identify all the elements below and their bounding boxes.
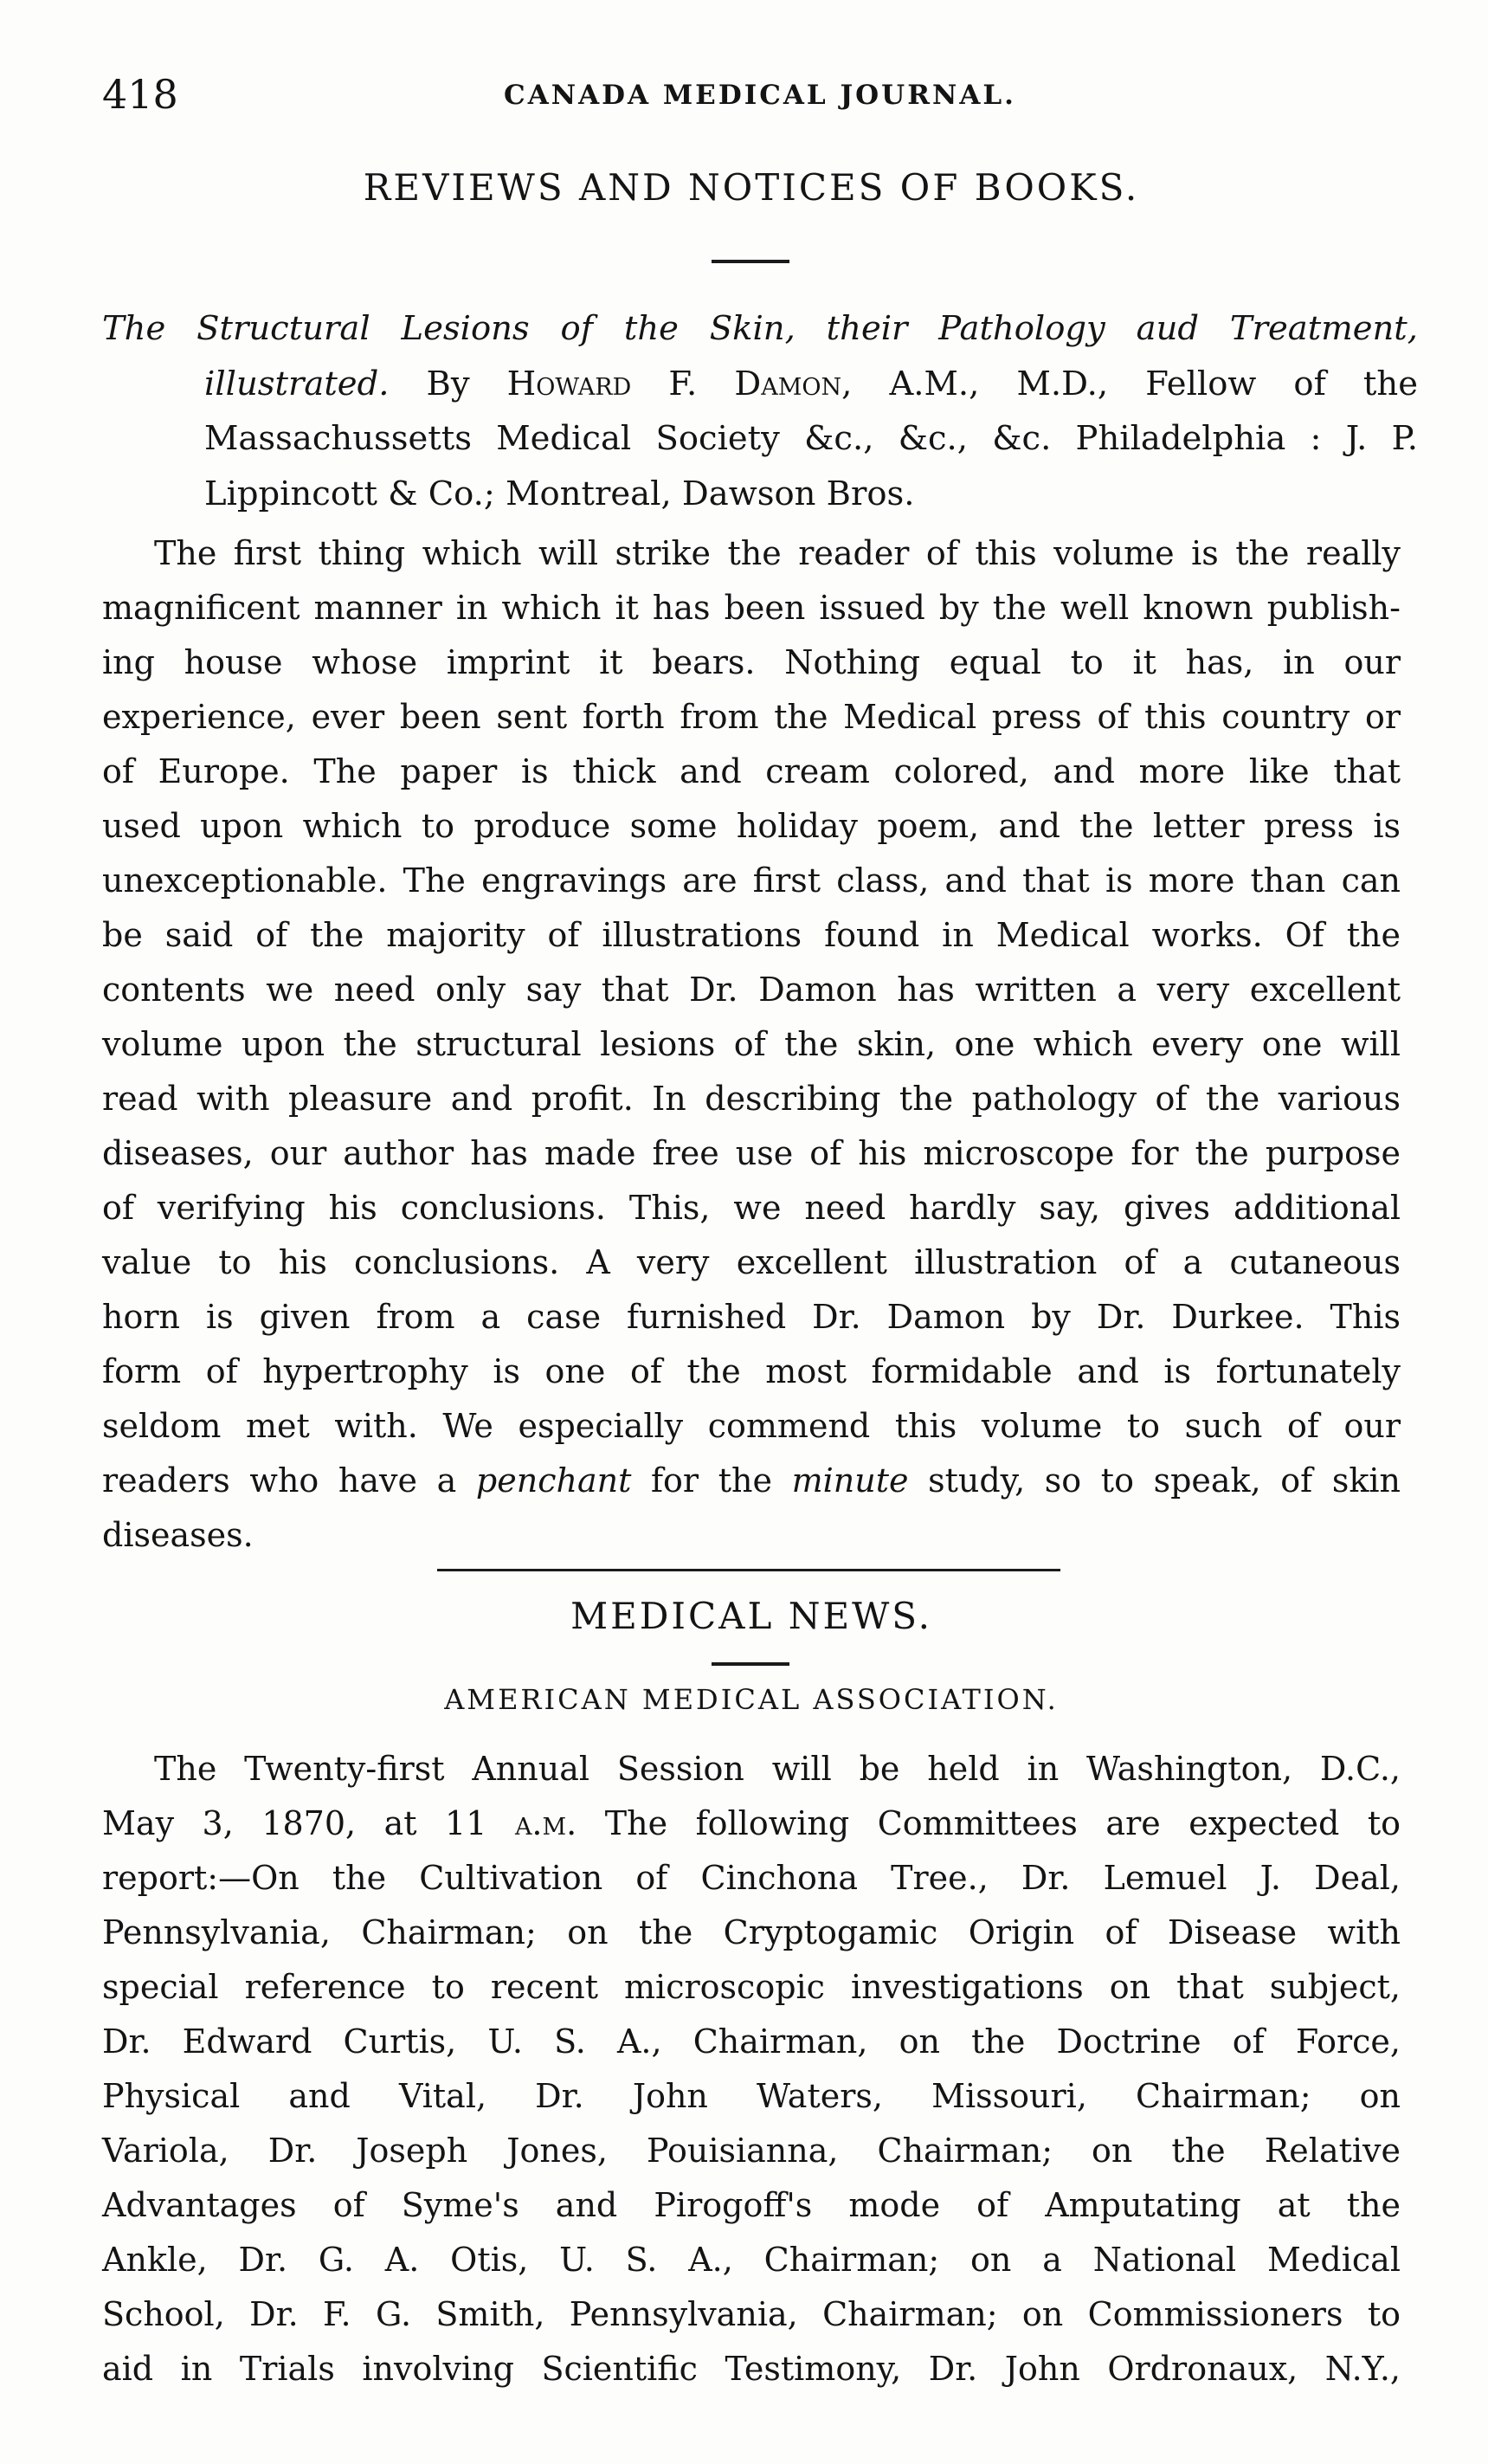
journal-title: CANADA MEDICAL JOURNAL. xyxy=(504,80,1016,111)
short-divider xyxy=(712,260,789,263)
citation-author: Howard F. Damon xyxy=(506,364,842,403)
citation-line: Massachussetts Medical Society &c., &c., &c. Philadelphia : J. P. xyxy=(204,419,1418,458)
paragraph-line: diseases, our author has made free use of his microscope for the purpose xyxy=(102,1134,1401,1172)
paragraph-line: Ankle, Dr. G. A. Otis, U. S. A., Chairman; on a National Medical xyxy=(102,2241,1401,2279)
paragraph-line: of verifying his conclusions. This, we need hardly say, gives additional xyxy=(102,1189,1401,1227)
citation-title-cont: illustrated. xyxy=(204,364,390,403)
paragraph-line: form of hypertrophy is one of the most formidable and is fortunately xyxy=(102,1352,1401,1390)
paragraph-line: The first thing which will strike the reader of this volume is the really xyxy=(154,534,1401,572)
citation-title-line: The Structural Lesions of the Skin, their Pathology aud Treatment, xyxy=(102,309,1418,348)
news-paragraph xyxy=(102,1742,1401,2396)
paragraph-line: read with pleasure and profit. In describing the pathology of the various xyxy=(102,1080,1401,1118)
paragraph-line: contents we need only say that Dr. Damon has written a very excellent xyxy=(102,971,1401,1009)
paragraph-line: diseases. xyxy=(102,1516,254,1554)
paragraph-line: The Twenty-first Annual Session will be held in Washington, D.C., xyxy=(154,1750,1401,1788)
paragraph-line: magnificent manner in which it has been issued by the well known publish- xyxy=(102,589,1401,627)
paragraph-line: ing house whose imprint it bears. Nothing equal to it has, in our xyxy=(102,643,1401,681)
time-abbrev: a.m. xyxy=(514,1804,577,1842)
paragraph-line: Physical and Vital, Dr. John Waters, Missouri, Chairman; on xyxy=(102,2077,1401,2115)
book-citation xyxy=(102,301,1418,521)
paragraph-line: report:—On the Cultivation of Cinchona Tree., Dr. Lemuel J. Deal, xyxy=(102,1859,1401,1897)
paragraph-line: value to his conclusions. A very excellent illustration of a cutaneous xyxy=(102,1243,1401,1281)
paragraph-line: experience, ever been sent forth from the Medical press of this country or xyxy=(102,698,1401,736)
news-subheading: AMERICAN MEDICAL ASSOCIATION. xyxy=(444,1683,1059,1716)
paragraph-line: Advantages of Syme's and Pirogoff's mode of Amputating at the xyxy=(102,2186,1401,2224)
paragraph-line: Pennsylvania, Chairman; on the Cryptogamic Origin of Disease with xyxy=(102,1913,1401,1951)
citation-credentials: , A.M., M.D., Fellow of the xyxy=(841,364,1418,403)
line-text: readers who have a xyxy=(102,1461,476,1500)
paragraph-line xyxy=(102,1454,1401,1508)
paragraph-line: horn is given from a case furnished Dr. Damon by Dr. Durkee. This xyxy=(102,1298,1401,1336)
citation-line xyxy=(102,357,1418,412)
paragraph-line: Dr. Edward Curtis, U. S. A., Chairman, on the Doctrine of Force, xyxy=(102,2022,1401,2061)
paragraph-line: aid in Trials involving Scientific Testimony, Dr. John Ordronaux, N.Y., xyxy=(102,2350,1401,2388)
paragraph-line: volume upon the structural lesions of the skin, one which every one will xyxy=(102,1025,1401,1063)
line-text: The following Committees are expected to xyxy=(577,1804,1401,1842)
citation-line: Lippincott & Co.; Montreal, Dawson Bros. xyxy=(204,474,915,513)
paragraph-line: School, Dr. F. G. Smith, Pennsylvania, Chairman; on Commissioners to xyxy=(102,2295,1401,2333)
line-text: for the xyxy=(631,1461,792,1500)
citation-by: By xyxy=(389,364,507,403)
paragraph-line: unexceptionable. The engravings are first class, and that is more than can xyxy=(102,861,1401,900)
running-head xyxy=(102,71,1418,123)
italic-word: penchant xyxy=(475,1461,632,1500)
review-paragraph xyxy=(102,526,1401,1563)
paragraph-line: used upon which to produce some holiday poem, and the letter press is xyxy=(102,807,1401,845)
paragraph-line: special reference to recent microscopic investigations on that subject, xyxy=(102,1968,1401,2006)
line-text: May 3, 1870, at 11 xyxy=(102,1804,515,1842)
paragraph-line xyxy=(102,1796,1401,1851)
section-divider xyxy=(437,1569,1060,1571)
paragraph-line: seldom met with. We especially commend this volume to such of our xyxy=(102,1407,1401,1445)
paragraph-line: be said of the majority of illustrations found in Medical works. Of the xyxy=(102,916,1401,954)
line-text: study, so to speak, of skin xyxy=(908,1461,1401,1500)
paragraph-line: Variola, Dr. Joseph Jones, Pouisianna, Chairman; on the Relative xyxy=(102,2132,1401,2170)
short-divider xyxy=(712,1662,789,1666)
news-heading: MEDICAL NEWS. xyxy=(570,1595,932,1637)
page-number: 418 xyxy=(102,71,178,118)
italic-word: minute xyxy=(791,1461,909,1500)
reviews-heading: REVIEWS AND NOTICES OF BOOKS. xyxy=(363,166,1140,209)
paragraph-line: of Europe. The paper is thick and cream colored, and more like that xyxy=(102,752,1401,790)
